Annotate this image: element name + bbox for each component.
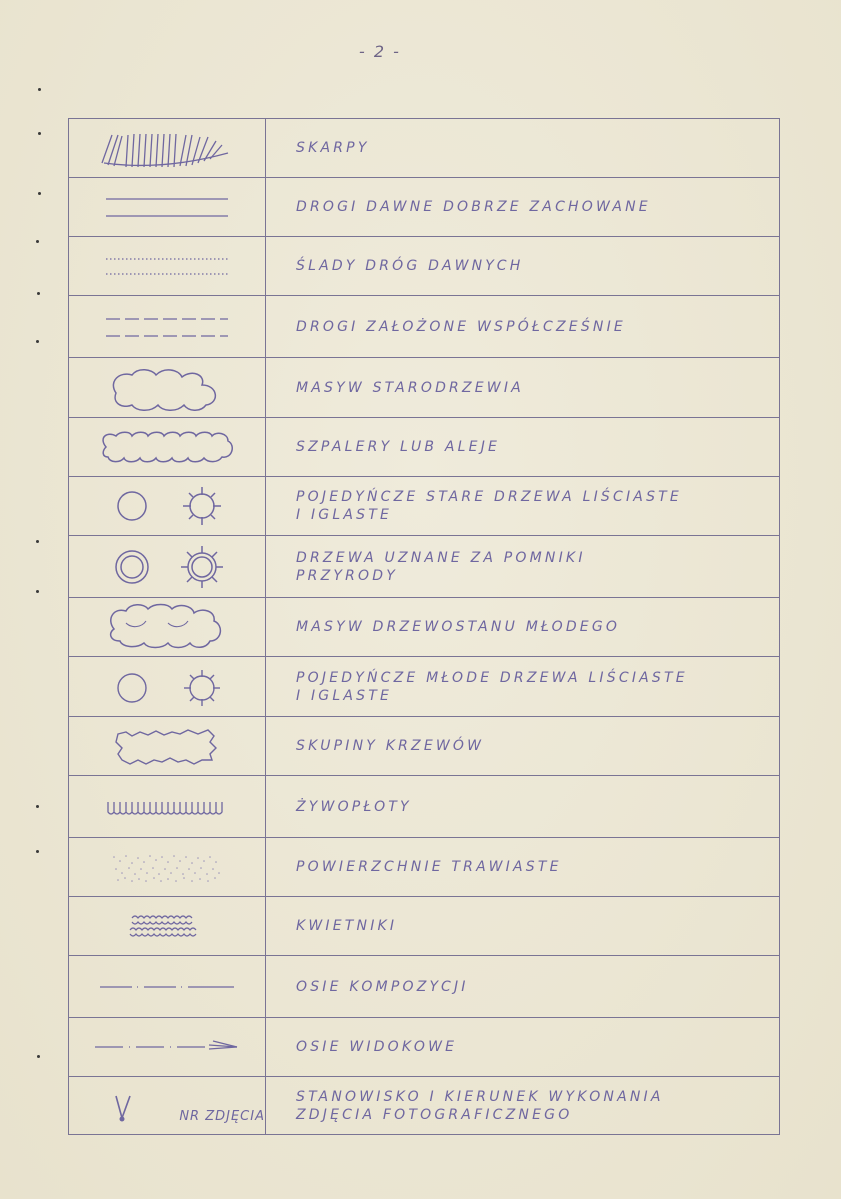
legend-label: MASYW STARODRZEWIA xyxy=(266,358,780,418)
legend-label: DROGI ZAŁOŻONE WSPÓŁCZEŚNIE xyxy=(266,296,780,358)
margin-mark xyxy=(37,292,40,295)
symbol-cell xyxy=(69,119,266,178)
legend-label-line: STANOWISKO I KIERUNEK WYKONANIA xyxy=(296,1088,664,1105)
grass-stipple-icon xyxy=(102,847,232,887)
symbol-cell xyxy=(69,296,266,358)
margin-mark xyxy=(38,132,41,135)
legend-row xyxy=(69,477,780,536)
legend-label xyxy=(266,477,780,536)
margin-mark xyxy=(36,590,39,593)
margin-mark xyxy=(36,805,39,808)
composition-axis-icon xyxy=(92,975,242,999)
symbol-cell xyxy=(69,477,266,536)
symbol-cell xyxy=(69,657,266,717)
legend-label-line: ZDJĘCIA FOTOGRAFICZNEGO xyxy=(296,1106,573,1123)
legend-label xyxy=(266,657,780,717)
slope-hatching-icon xyxy=(92,123,242,173)
legend-row xyxy=(69,119,780,178)
flowerbed-icon xyxy=(102,906,232,946)
margin-mark xyxy=(36,850,39,853)
legend-label: SZPALERY LUB ALEJE xyxy=(266,418,780,477)
legend-label-line: POJEDYŃCZE STARE DRZEWA LIŚCIASTE xyxy=(296,489,682,505)
young-forest-cloud-icon xyxy=(102,601,232,653)
legend-label: MASYW DRZEWOSTANU MŁODEGO xyxy=(266,598,780,657)
legend-row xyxy=(69,358,780,418)
legend-label xyxy=(266,1077,780,1135)
legend-row xyxy=(69,657,780,717)
single-young-trees-icon xyxy=(92,662,242,712)
monument-trees-icon xyxy=(92,542,242,592)
legend-row xyxy=(69,1077,780,1135)
legend-label: POWIERZCHNIE TRAWIASTE xyxy=(266,838,780,897)
symbol-cell xyxy=(69,598,266,657)
photo-station-icon xyxy=(114,1094,132,1124)
legend-label xyxy=(266,536,780,598)
legend-label: OSIE WIDOKOWE xyxy=(266,1018,780,1077)
legend-label-line: DRZEWA UZNANE ZA POMNIKI xyxy=(296,549,586,566)
single-old-trees-icon xyxy=(92,481,242,531)
old-forest-cloud-icon xyxy=(102,363,232,413)
legend-label: OSIE KOMPOZYCJI xyxy=(266,956,780,1018)
symbol-cell xyxy=(69,956,266,1018)
symbol-cell xyxy=(69,897,266,956)
margin-mark xyxy=(36,540,39,543)
legend-row xyxy=(69,897,780,956)
legend-row xyxy=(69,598,780,657)
symbol-cell xyxy=(69,237,266,296)
legend-row xyxy=(69,1018,780,1077)
legend-label-line: PRZYRODY xyxy=(296,567,398,584)
legend-label: KWIETNIKI xyxy=(266,897,780,956)
symbol-cell xyxy=(69,1077,266,1135)
margin-mark xyxy=(38,88,41,91)
symbol-cell xyxy=(69,536,266,598)
margin-mark xyxy=(36,340,39,343)
legend-label-line: POJEDYŃCZE MŁODE DRZEWA LIŚCIASTE xyxy=(296,669,688,686)
double-solid-line-icon xyxy=(102,187,232,227)
legend-label: DROGI DAWNE DOBRZE ZACHOWANE xyxy=(266,178,780,237)
margin-mark xyxy=(36,240,39,243)
margin-mark xyxy=(37,1055,40,1058)
legend-label: ŻYWOPŁOTY xyxy=(266,776,780,838)
legend-row xyxy=(69,237,780,296)
legend-row xyxy=(69,418,780,477)
legend-table xyxy=(68,118,780,1135)
symbol-cell xyxy=(69,1018,266,1077)
legend-row xyxy=(69,178,780,237)
symbol-cell xyxy=(69,178,266,237)
legend-label-line: I IGLASTE xyxy=(296,507,393,523)
shrub-group-icon xyxy=(102,720,232,772)
legend-label-line: I IGLASTE xyxy=(296,687,393,704)
legend-label: SKARPY xyxy=(266,119,780,178)
page-number: - 2 - xyxy=(359,42,401,61)
symbol-cell xyxy=(69,358,266,418)
margin-mark xyxy=(38,192,41,195)
double-dotted-line-icon xyxy=(102,246,232,286)
legend-row xyxy=(69,717,780,776)
legend-row xyxy=(69,536,780,598)
symbol-cell xyxy=(69,838,266,897)
legend-row xyxy=(69,776,780,838)
legend-row xyxy=(69,956,780,1018)
photo-number-label: NR ZDJĘCIA xyxy=(179,1108,265,1124)
tree-row-chain-icon xyxy=(92,427,242,467)
hedge-wave-icon xyxy=(102,792,232,822)
legend-label: ŚLADY DRÓG DAWNYCH xyxy=(266,237,780,296)
symbol-cell xyxy=(69,717,266,776)
legend-row xyxy=(69,838,780,897)
legend-row xyxy=(69,296,780,358)
symbol-cell xyxy=(69,776,266,838)
legend-label: SKUPINY KRZEWÓW xyxy=(266,717,780,776)
double-dashed-line-icon xyxy=(102,307,232,347)
view-axis-arrow-icon xyxy=(87,1035,247,1059)
symbol-cell xyxy=(69,418,266,477)
